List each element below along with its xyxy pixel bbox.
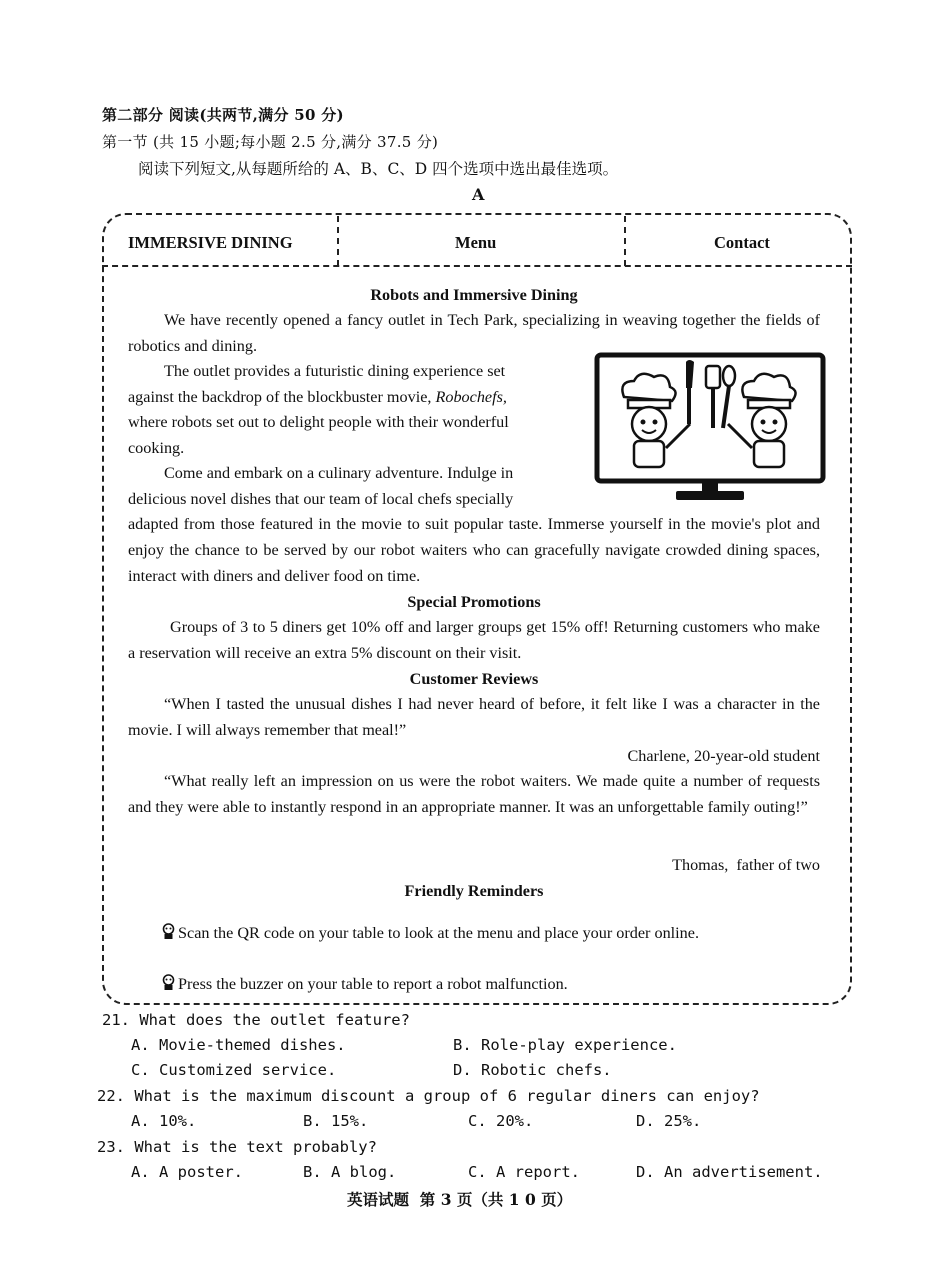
paragraph-1: We have recently opened a fancy outlet in Tech Park, specializing in weaving together the fields of robotics and dining. <box>128 311 820 355</box>
ad-title: Robots and Immersive Dining <box>370 286 578 304</box>
review-2: “What really left an impression on us were the robot waiters. We made quite a number of requests and they were able to instantly respond in an appropriate manner. It was an unforgettable family outing!” <box>128 772 820 816</box>
option-23a[interactable]: A. A poster. <box>131 1163 243 1181</box>
reminder-2: Press the buzzer on your table to report a robot malfunction. <box>160 972 568 998</box>
nav-menu: Menu <box>455 233 497 252</box>
passage-letter: A <box>472 185 485 204</box>
nav-divider <box>102 265 852 267</box>
paragraph-3: adapted from those featured in the movie to suit popular taste. Immerse yourself in the movie's plot and enjoy the chance to be served by our robot waiters who can gracefully navigate crowded dining spaces, interact with diners and deliver food on time. <box>128 515 820 585</box>
nav-separator <box>624 216 626 266</box>
paragraph-2: The outlet provides a futuristic dining experience set against the backdrop of the blockbuster movie, Robochefs, where robots set out to delight people with their wonderful cooking. Come and embark on a culinary adventure. Indulge in delicious novel dishes that our team of local chefs specially <box>128 362 514 508</box>
nav-immersive-dining: IMMERSIVE DINING <box>128 233 293 252</box>
option-22b[interactable]: B. 15%. <box>303 1112 369 1130</box>
nav-contact: Contact <box>714 233 770 252</box>
option-21a[interactable]: A. Movie-themed dishes. <box>131 1036 346 1054</box>
option-21d[interactable]: D. Robotic chefs. <box>453 1061 612 1079</box>
option-21c[interactable]: C. Customized service. <box>131 1061 337 1079</box>
nav-separator <box>337 216 339 266</box>
reminders-title: Friendly Reminders <box>404 882 544 900</box>
option-21b[interactable]: B. Role-play experience. <box>453 1036 677 1054</box>
question-21: 21. What does the outlet feature? <box>102 1011 410 1029</box>
reviews-title: Customer Reviews <box>409 670 539 688</box>
robot-icon <box>160 974 177 991</box>
review-1-author: Charlene, 20-year-old student <box>627 747 820 765</box>
option-23d[interactable]: D. An advertisement. <box>636 1163 823 1181</box>
option-22d[interactable]: D. 25%. <box>636 1112 702 1130</box>
section-heading: 第一节 (共 15 小题;每小题 2.5 分,满分 37.5 分) <box>102 133 439 151</box>
part-heading: 第二部分 阅读(共两节,满分 50 分) <box>102 106 344 124</box>
review-1: “When I tasted the unusual dishes I had never heard of before, it felt like I was a character in the movie. I will always remember that meal!” <box>128 695 820 739</box>
robot-icon <box>160 923 177 940</box>
option-22a[interactable]: A. 10%. <box>131 1112 197 1130</box>
option-23c[interactable]: C. A report. <box>468 1163 580 1181</box>
option-22c[interactable]: C. 20%. <box>468 1112 534 1130</box>
instruction: 阅读下列短文,从每题所给的 A、B、C、D 四个选项中选出最佳选项。 <box>138 160 619 178</box>
page-footer: 英语试题 第 3 页（共 1 0 页） <box>347 1190 573 1209</box>
reminder-1: Scan the QR code on your table to look at the menu and place your order online. <box>160 921 699 947</box>
question-23: 23. What is the text probably? <box>97 1138 377 1156</box>
option-23b[interactable]: B. A blog. <box>303 1163 397 1181</box>
promotions-title: Special Promotions <box>407 593 541 611</box>
question-22: 22. What is the maximum discount a group of 6 regular diners can enjoy? <box>97 1087 760 1105</box>
review-2-author: Thomas, father of two <box>672 856 820 874</box>
promotions-text: Groups of 3 to 5 diners get 10% off and larger groups get 15% off! Returning customers who make a reservation will receive an extra 5% discount on their visit. <box>128 618 820 662</box>
robot-chefs-illustration <box>594 352 826 504</box>
